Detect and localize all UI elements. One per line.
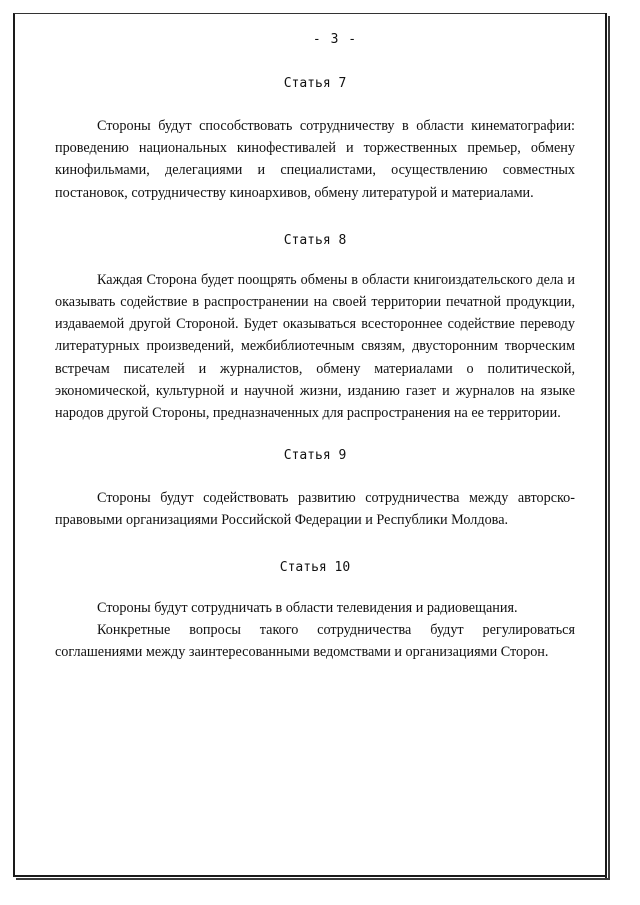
article-10-paragraph-1: Стороны будут сотрудничать в области телевидения и радиовещания. (97, 599, 518, 616)
article-8-paragraph: Каждая Сторона будет поощрять обмены в области книгоиздательского дела и оказывать содействие в распространении на своей территории печатной продукции, издаваемой другой Стороной. Будет оказываться всестороннее содействие переводу литературных произведений, межбиблиотечным связям, двусторонним творческим встречам писателей и журналистов, обмену материалами о политической, экономической, культурной и научной жизни, изданию газет и журналов на языке народов другой Стороны, предназначенных для распространения на ее территории. (55, 271, 575, 422)
article-10-title: Статья 10 (279, 559, 351, 575)
document-body (55, 30, 575, 663)
article-9-title: Статья 9 (283, 448, 347, 464)
article-9-paragraph: Стороны будут содействовать развитию сотрудничества между авторско-правовыми организациями Российской Федерации и Республики Молдова. (55, 490, 575, 529)
page-border-right-shadow (608, 16, 610, 880)
page-border-right (605, 13, 607, 879)
article-7-paragraph: Стороны будут способствовать сотрудничеству в области кинематографии: проведению национальных кинофестивалей и торжественных премьер, обмену кинофильмами, делегациями и специалистами, осуществлению совместных постановок, сотрудничеству киноархивов, обмену литературой и материалами. (55, 118, 575, 201)
page-border-bottom-shadow (16, 878, 610, 880)
article-7-title: Статья 7 (283, 76, 347, 91)
page-border-bottom (13, 875, 607, 877)
article-8-title: Статья 8 (283, 232, 347, 248)
article-10-paragraph-2: Конкретные вопросы такого сотрудничества будут регулироваться соглашениями между заинтересованными ведомствами и организациями Сторон. (55, 621, 575, 661)
page-number: - 3 - (312, 32, 358, 47)
